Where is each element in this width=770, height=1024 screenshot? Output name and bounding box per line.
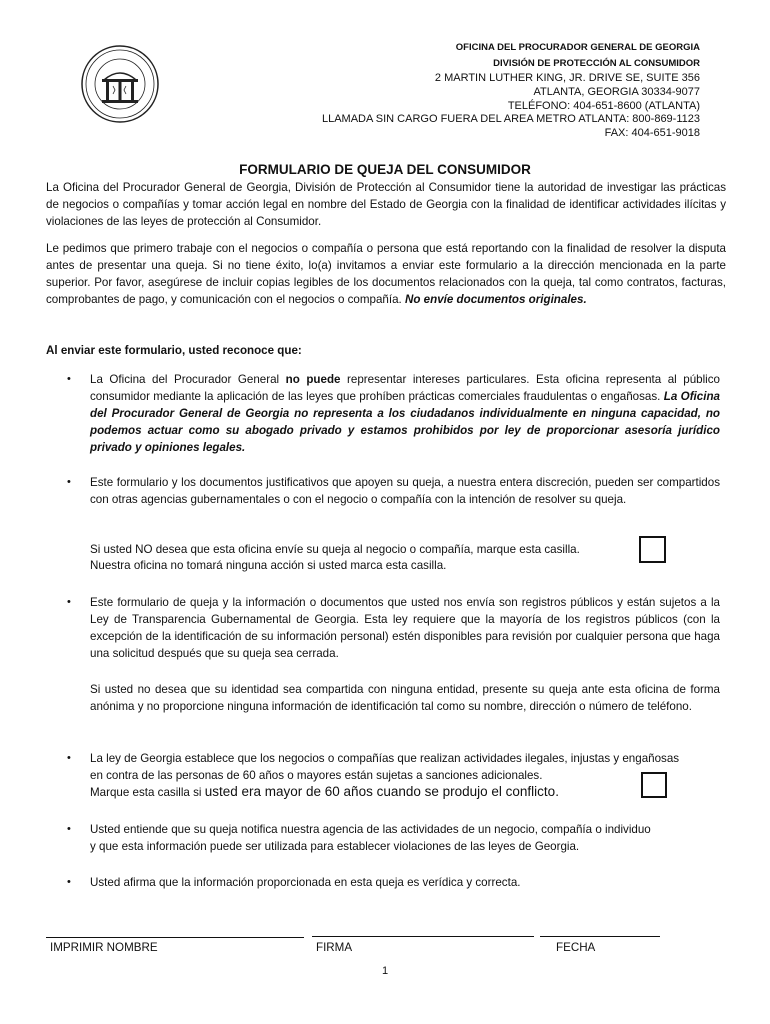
bullet-4-line3b: usted era mayor de 60 años cuando se produjo el conflicto. [204,784,559,799]
header-phone: TELÉFONO: 404-651-8600 (ATLANTA) [507,100,700,112]
bullet-icon: • [67,823,71,835]
bullet-2-check-line1: Si usted NO desea que esta oficina envíe su queja al negocio o compañía, marque esta casilla. [90,543,580,556]
header-tollfree: LLAMADA SIN CARGO FUERA DEL AREA METRO ATLANTA: 800-869-1123 [321,113,700,125]
header-fax: FAX: 404-651-9018 [604,127,700,139]
bullet-3-text: Este formulario de queja y la información o documentos que usted nos envía son registros públicos y están sujetos a la Ley de Transparencia Gubernamental de Georgia. Esta ley requiere que la mayoría de los registros públicos (con la excepción de la identificación de su información personal) estén disponibles para revisión por cualquier persona que haga una solicitud después que su queja sea cerrada. [90,596,720,660]
date-signature-line[interactable] [540,936,660,937]
over-60-checkbox[interactable] [641,772,667,798]
bullet-4-line1: La ley de Georgia establece que los negocios o compañías que realizan actividades ilegales, injustas y engañosas [90,752,680,765]
header-division: DIVISIÓN DE PROTECCIÓN AL CONSUMIDOR [493,58,700,69]
intro-paragraph: La Oficina del Procurador General de Georgia, División de Protección al Consumidor tiene la autoridad de investigar las prácticas de negocios o compañías y tomar acción legal en nombre del Estado de Georgia con la finalidad de identificar actividades ilícitas y violaciones de las leyes de protección al Consumidor. [46,181,726,228]
bullet-5-line1: Usted entiende que su queja notifica nuestra agencia de las actividades de un negocio, compañía o individuo [90,823,651,836]
bullet-6-text: Usted afirma que la información proporcionada en esta queja es verídica y correcta. [90,876,521,889]
bullet-1-emphasis: La Oficina del Procurador General de Georgia no representa a los ciudadanos individualmente en ninguna capacidad, no podemos actuar como su abogado privado y estamos prohibidos por ley de proporcionar asesoría jurídico privado y opiniones legales. [90,390,720,454]
header-address1: 2 MARTIN LUTHER KING, JR. DRIVE SE, SUITE 356 [434,72,700,84]
date-label: FECHA [556,941,596,954]
request-emphasis: No envíe documentos originales. [405,293,587,306]
form-title: FORMULARIO DE QUEJA DEL CONSUMIDOR [239,162,531,177]
header-address2: ATLANTA, GEORGIA 30334-9077 [533,86,700,98]
bullet-icon: • [67,752,71,764]
bullet-2-check-line2: Nuestra oficina no tomará ninguna acción si usted marca esta casilla. [90,559,447,572]
acknowledge-heading: Al enviar este formulario, usted reconoce que: [46,344,302,357]
request-paragraph [46,240,726,308]
bullet-1-post: representar intereses particulares. Esta oficina representa al público consumidor mediante la aplicación de las leyes que prohíben prácticas comerciales fraudulentas o engañosas. [90,373,721,403]
bullet-5-line2: y que esta información puede ser utilizada para establecer violaciones de las leyes de Georgia. [90,840,580,853]
request-text: Le pedimos que primero trabaje con el negocios o compañía o persona que está reportando con la finalidad de resolver la disputa antes de presentar una queja. Si no tiene éxito, lo(a) invitamos a enviar este formulario a la dirección mencionada en la parte superior. Por favor, asegúrese de incluir copias legibles de los documentos relacionados con la queja, tal como contratos, facturas, comprobantes de pago, y comunicación con el negocios o compañía. [46,242,726,306]
page-number: 1 [381,965,389,977]
signature-line[interactable] [312,936,534,937]
header-office: OFICINA DEL PROCURADOR GENERAL DE GEORGIA [455,42,700,53]
name-label: IMPRIMIR NOMBRE [50,941,158,954]
bullet-1-text [90,371,720,456]
bullet-1-pre: La Oficina del Procurador General [90,373,280,386]
name-signature-line[interactable] [46,937,304,938]
bullet-icon: • [67,476,71,488]
bullet-3-note: Si usted no desea que su identidad sea compartida con ninguna entidad, presente su queja ante esta oficina de forma anónima y no proporcione ninguna información de identificación tal como su nombre, dirección o número de teléfono. [90,683,720,713]
signature-label: FIRMA [316,941,353,954]
bullet-4-line3 [90,783,720,801]
bullet-2-text: Este formulario y los documentos justificativos que apoyen su queja, a nuestra entera discreción, pueden ser compartidos con otras agencias gubernamentales o con el negocio o compañía con la intención de resolver su queja. [90,476,720,506]
bullet-icon: • [67,596,71,608]
bullet-4-line2: en contra de las personas de 60 años o mayores están sujetas a sanciones adicionales. [90,769,543,782]
bullet-1-bold: no puede [285,373,341,386]
bullet-4-line3a: Marque esta casilla si [90,786,202,799]
bullet-icon: • [67,373,71,385]
bullet-icon: • [67,876,71,888]
georgia-seal-icon [80,44,160,124]
no-share-checkbox[interactable] [639,536,666,563]
